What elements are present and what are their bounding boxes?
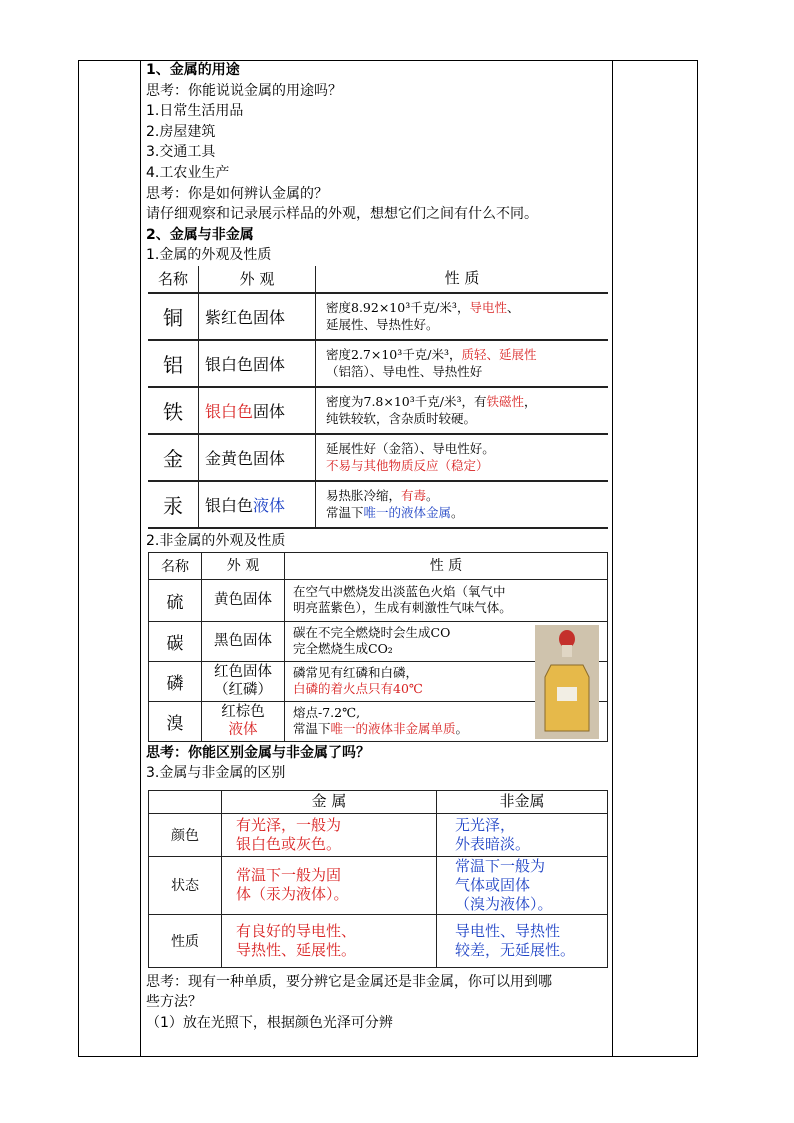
bromine-bottle-photo (535, 625, 599, 739)
nonmetal-properties: 在空气中燃烧发出淡蓝色火焰（氧气中 明亮蓝紫色），生成有刺激性气味气体。 (285, 579, 608, 621)
subheading-difference: 3.金属与非金属的区别 (146, 765, 286, 782)
metal-properties-table (148, 266, 608, 529)
nonmetal-name: 溴 (149, 701, 202, 741)
metal-appearance: 银白色液体 (199, 481, 316, 528)
header-blank (149, 790, 222, 813)
nonmetal-appearance: 红棕色 液体 (202, 701, 285, 741)
table-row (149, 813, 608, 856)
metal-properties: 密度8.92×10³千克/米³，导电性、 延展性、导热性好。 (316, 293, 609, 340)
table-row (149, 856, 608, 914)
metal-appearance: 紫红色固体 (199, 293, 316, 340)
table-row (148, 387, 608, 434)
header-name: 名称 (149, 552, 202, 579)
table-row (149, 579, 608, 621)
nonmetal-name: 碳 (149, 621, 202, 661)
lesson-content (146, 60, 612, 1034)
metal-name: 汞 (148, 481, 199, 528)
question-identify: 思考：你是如何辨认金属的？ (146, 185, 328, 202)
header-appearance: 外 观 (199, 266, 316, 293)
metal-properties: 密度2.7×10³千克/米³，质轻、延展性 （铝箔）、导电性、导热性好 (316, 340, 609, 387)
question-methods-line2: 些方法？ (146, 994, 202, 1011)
column-divider-right (612, 60, 613, 1057)
header-name: 名称 (148, 266, 199, 293)
table-row (149, 914, 608, 967)
nonmetal-properties-table (148, 552, 608, 742)
question-distinguish: 思考：你能区别金属与非金属了吗？ (146, 744, 370, 761)
header-nonmetal: 非金属 (437, 790, 608, 813)
metal-name: 铝 (148, 340, 199, 387)
metal-properties: 延展性好（金箔）、导电性好。 不易与其他物质反应（稳定） (316, 434, 609, 481)
question-methods-line1: 思考：现有一种单质，要分辨它是金属还是非金属，你可以用到哪 (146, 973, 552, 990)
metal-name: 铜 (148, 293, 199, 340)
header-properties: 性 质 (285, 552, 608, 579)
compare-label: 颜色 (149, 813, 222, 856)
use-item: 1.日常生活用品 (146, 103, 244, 120)
method-item: （1）放在光照下，根据颜色光泽可分辨 (146, 1014, 393, 1031)
metal-properties: 易热胀冷缩，有毒。 常温下唯一的液体金属。 (316, 481, 609, 528)
metal-appearance: 银白色固体 (199, 387, 316, 434)
nonmetal-cell: 常温下一般为 气体或固体 （溴为液体）。 (437, 856, 608, 914)
question-uses: 思考：你能说说金属的用途吗？ (146, 82, 342, 99)
compare-label: 状态 (149, 856, 222, 914)
header-appearance: 外 观 (202, 552, 285, 579)
compare-label: 性质 (149, 914, 222, 967)
metal-cell: 有良好的导电性、 导热性、延展性。 (222, 914, 437, 967)
table-row (148, 340, 608, 387)
nonmetal-cell: 导电性、导热性 较差，无延展性。 (437, 914, 608, 967)
metal-cell: 常温下一般为固 体（汞为液体）。 (222, 856, 437, 914)
nonmetal-properties: 熔点-7.2℃, 常温下唯一的液体非金属单质。 (285, 701, 608, 741)
table-row (148, 481, 608, 528)
header-properties: 性 质 (316, 266, 609, 293)
metal-name: 铁 (148, 387, 199, 434)
table-row (149, 621, 608, 661)
metal-cell: 有光泽，一般为 银白色或灰色。 (222, 813, 437, 856)
metal-properties: 密度为7.8×10³千克/米³，有铁磁性， 纯铁较软，含杂质时较硬。 (316, 387, 609, 434)
metal-appearance: 银白色固体 (199, 340, 316, 387)
metal-nonmetal-compare-table (148, 790, 608, 968)
observe-instruction: 请仔细观察和记录展示样品的外观，想想它们之间有什么不同。 (146, 206, 538, 223)
nonmetal-cell: 无光泽， 外表暗淡。 (437, 813, 608, 856)
nonmetal-properties: 碳在不完全燃烧时会生成CO 完全燃烧生成CO₂ (285, 621, 608, 661)
table-row (148, 293, 608, 340)
table-row (148, 434, 608, 481)
metal-name: 金 (148, 434, 199, 481)
subheading-metal: 1.金属的外观及性质 (146, 247, 272, 264)
use-item: 3.交通工具 (146, 144, 216, 161)
nonmetal-appearance: 红色固体 （红磷） (202, 661, 285, 701)
nonmetal-properties: 磷常见有红磷和白磷， 白磷的着火点只有40℃ (285, 661, 608, 701)
nonmetal-appearance: 黑色固体 (202, 621, 285, 661)
column-divider-left (140, 60, 141, 1057)
section-title-uses: 1、金属的用途 (146, 62, 240, 78)
nonmetal-appearance: 黄色固体 (202, 579, 285, 621)
nonmetal-name: 硫 (149, 579, 202, 621)
metal-appearance: 金黄色固体 (199, 434, 316, 481)
use-item: 4.工农业生产 (146, 164, 230, 181)
subheading-nonmetal: 2.非金属的外观及性质 (146, 532, 286, 549)
section-title-metal-nonmetal: 2、金属与非金属 (146, 226, 254, 243)
header-metal: 金 属 (222, 790, 437, 813)
use-item: 2.房屋建筑 (146, 123, 216, 140)
nonmetal-name: 磷 (149, 661, 202, 701)
